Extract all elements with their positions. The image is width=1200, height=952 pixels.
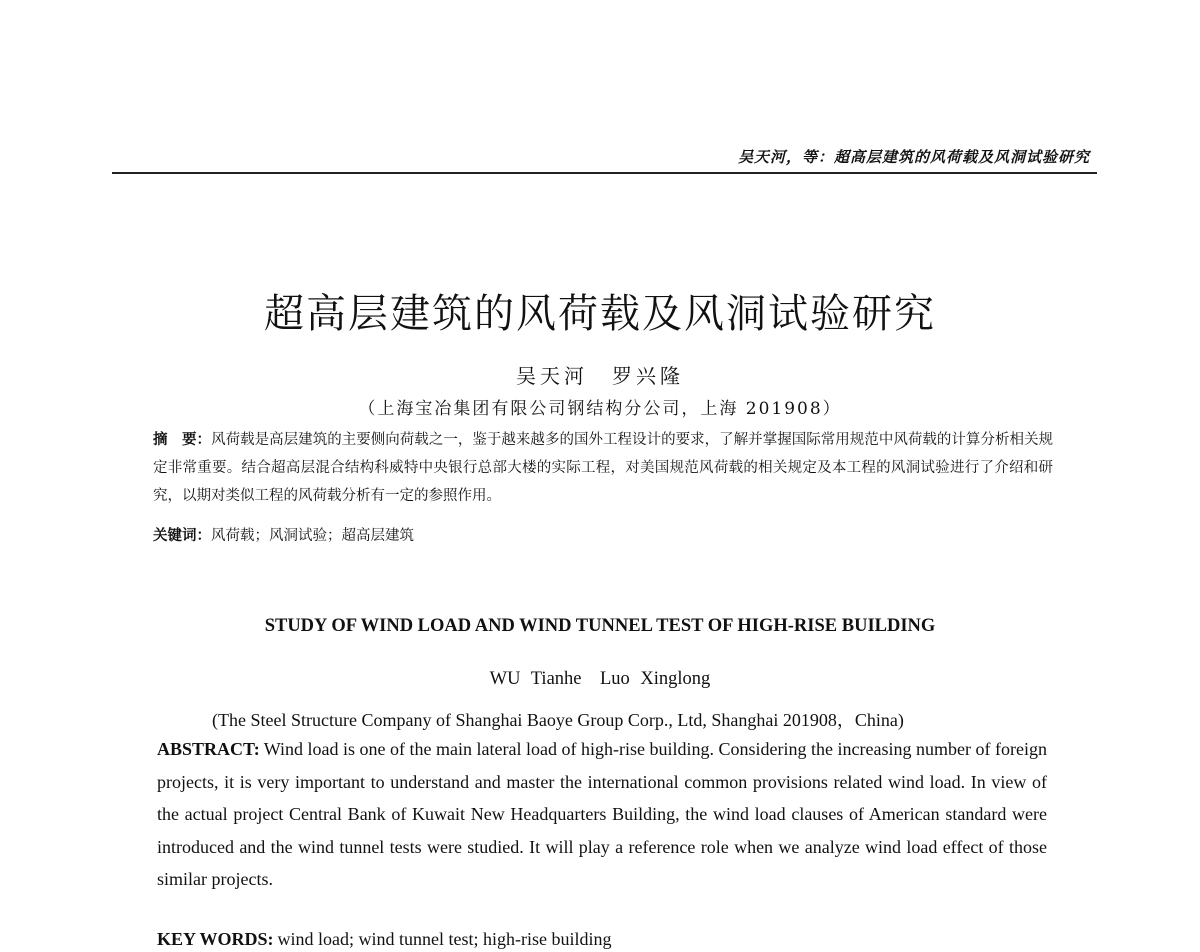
abstract-cn [153, 426, 1053, 510]
authors-cn: 吴天河 罗兴隆 [516, 364, 684, 388]
keywords-label-en: KEY WORDS: [157, 929, 274, 949]
header-rule [112, 172, 1097, 174]
abstract-label-en: ABSTRACT: [157, 739, 260, 759]
running-header: 吴天河，等：超高层建筑的风荷载及风洞试验研究 [737, 148, 1090, 166]
abstract-text-en: Wind load is one of the main lateral load of high-rise building. Considering the increasing number of foreign projects, it is very important to understand and master the international common provisions related wind load. In view of the actual project Central Bank of Kuwait New Headquarters Building, the wind load clauses of American standard were introduced and the wind tunnel tests were studied. It will play a reference role when we analyze wind load effect of those similar projects. [157, 739, 1047, 889]
keywords-cn [153, 524, 1053, 545]
keywords-label-cn: 关键词： [153, 528, 211, 544]
paper-title-en: STUDY OF WIND LOAD AND WIND TUNNEL TEST OF HIGH-RISE BUILDING [264, 616, 936, 636]
paper-title-cn: 超高层建筑的风荷载及风洞试验研究 [264, 291, 936, 337]
abstract-label-cn: 摘 要： [153, 432, 212, 448]
abstract-en [157, 733, 1047, 896]
authors-en: WU Tianhe Luo Xinglong [489, 669, 711, 689]
keywords-text-en: wind load; wind tunnel test; high-rise building [277, 929, 612, 949]
abstract-text-cn: 风荷载是高层建筑的主要侧向荷载之一，鉴于越来越多的国外工程设计的要求，了解并掌握国际常用规范中风荷载的计算分析相关规定非常重要。结合超高层混合结构科威特中央银行总部大楼的实际工程，对美国规范风荷载的相关规定及本工程的风洞试验进行了介绍和研究，以期对类似工程的风荷载分析有一定的参照作用。 [153, 432, 1054, 504]
keywords-en [157, 929, 1047, 950]
keywords-text-cn: 风荷载；风洞试验；超高层建筑 [211, 528, 414, 544]
affiliation-en: (The Steel Structure Company of Shanghai Baoye Group Corp., Ltd, Shanghai 201908，China) [212, 710, 904, 730]
affiliation-cn: （上海宝冶集团有限公司钢结构分公司，上海 201908） [358, 399, 842, 419]
